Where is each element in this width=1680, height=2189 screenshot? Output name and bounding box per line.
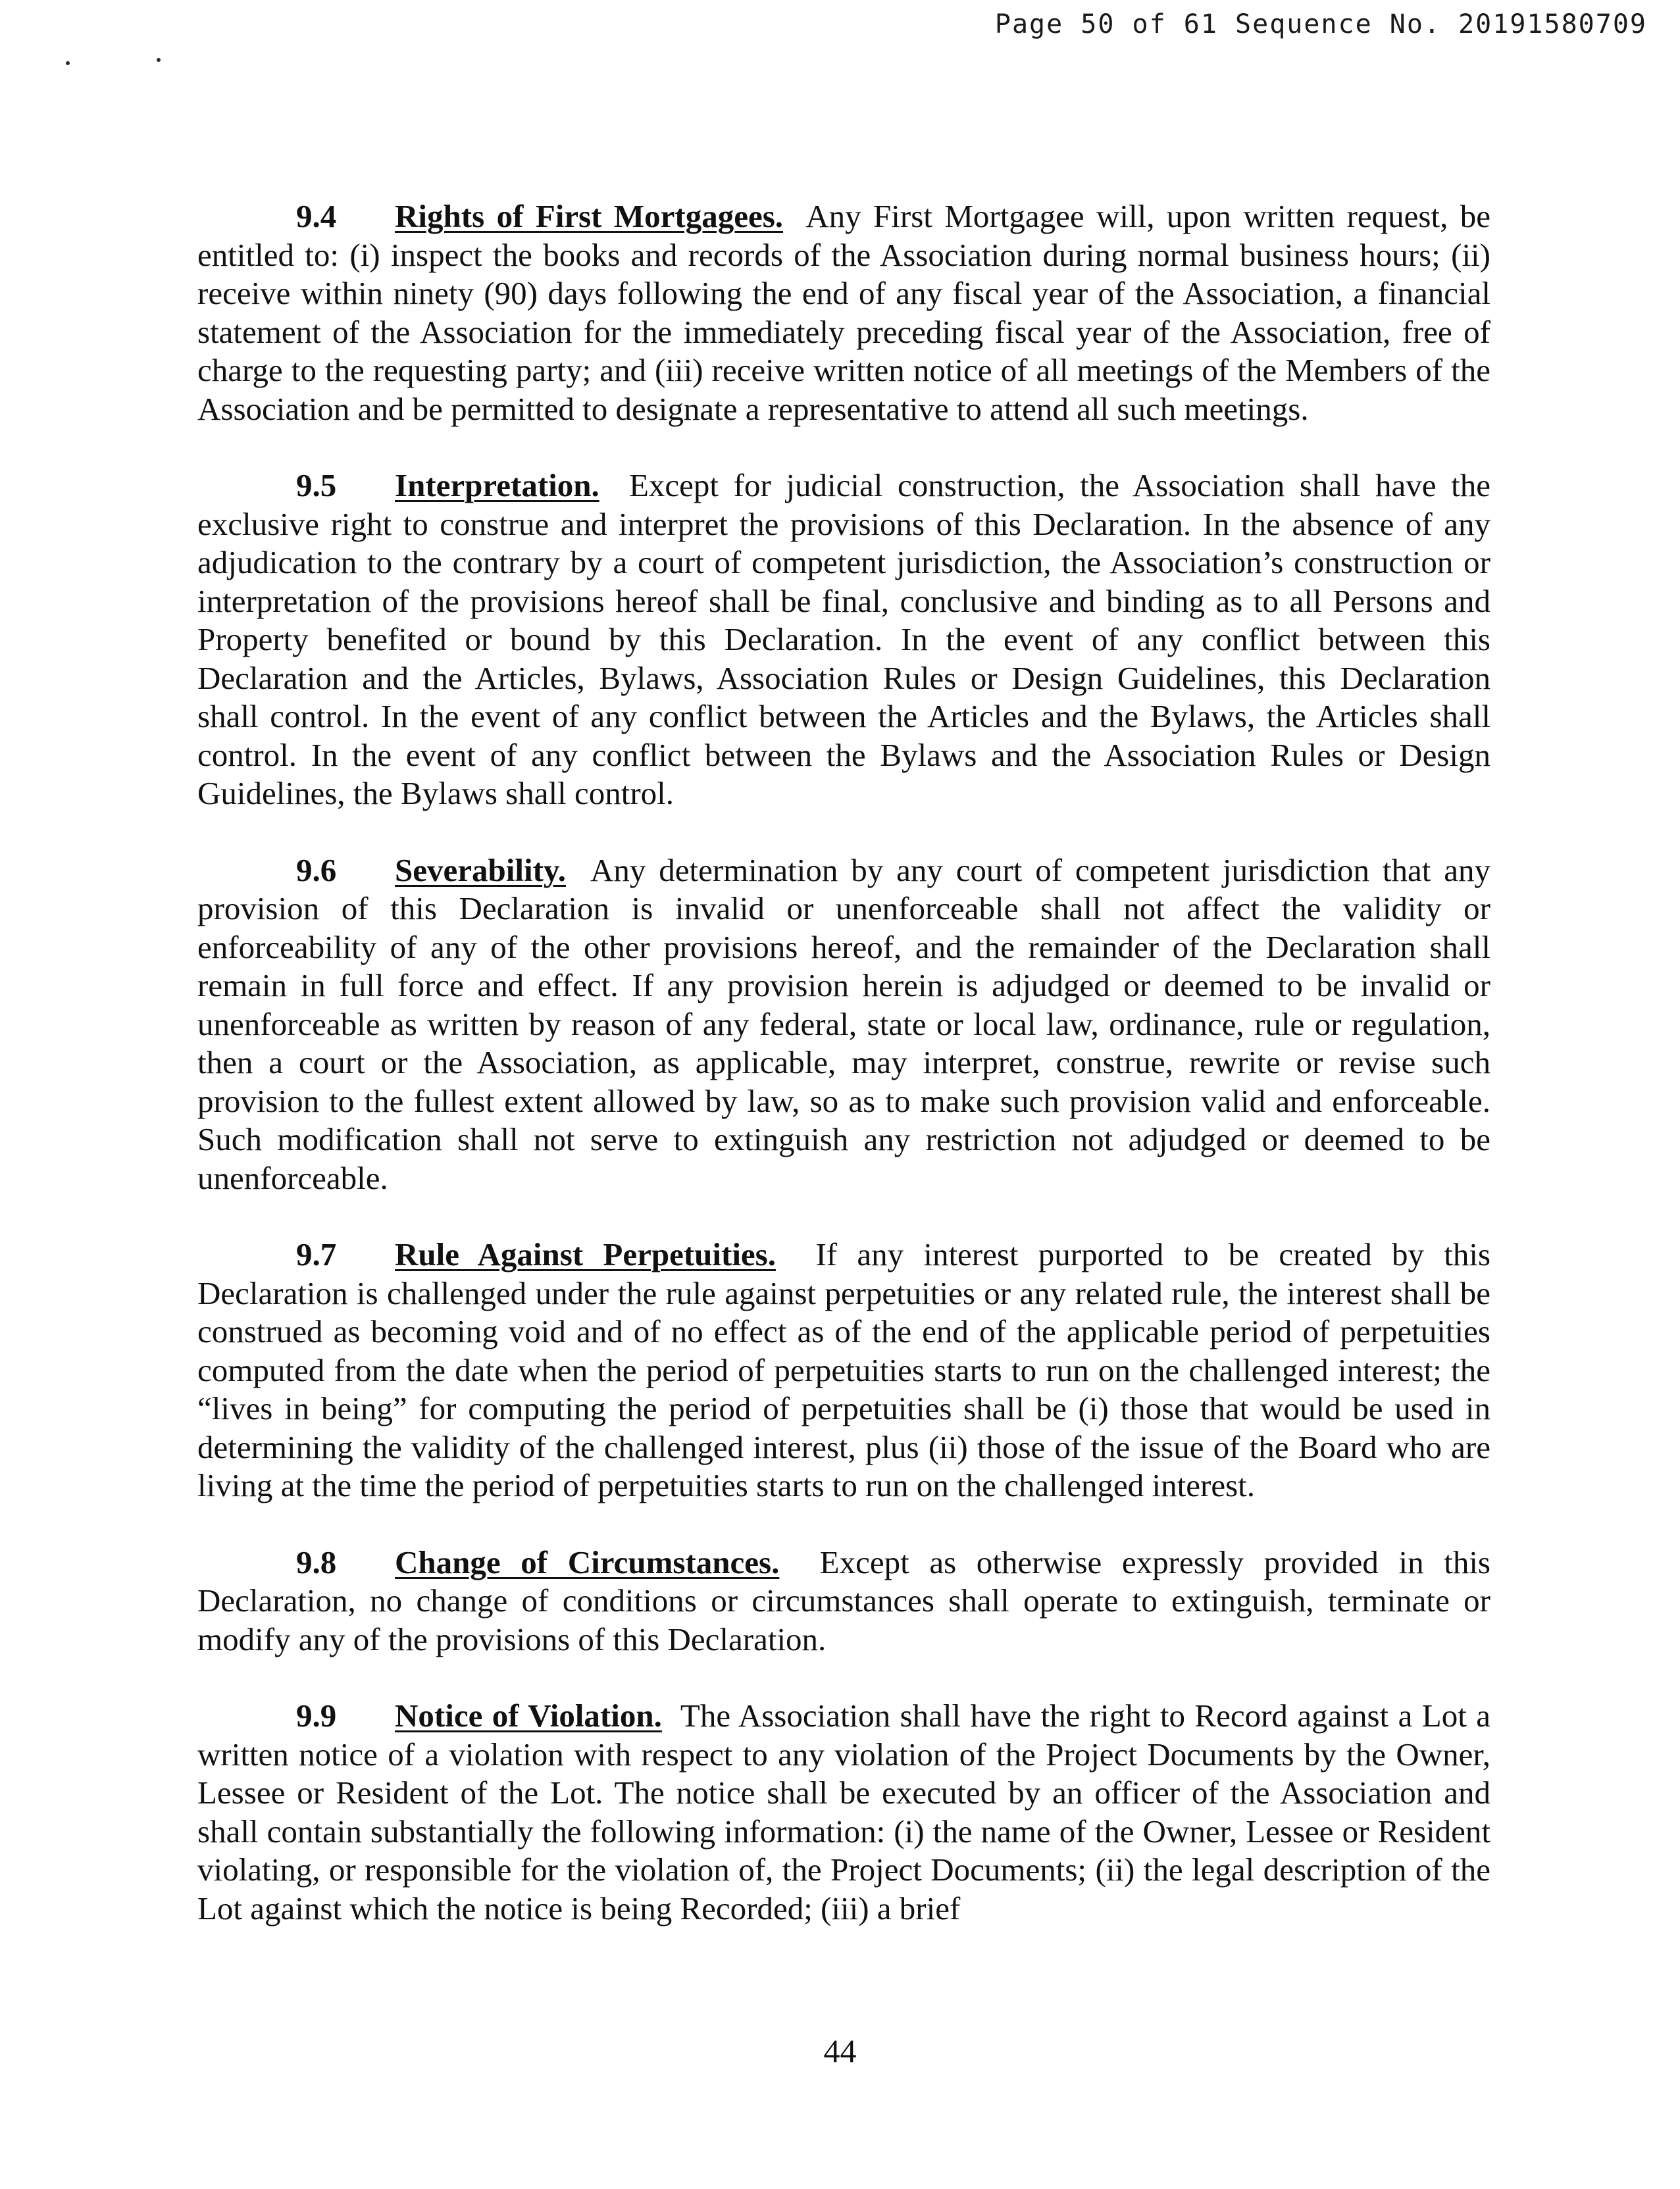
page-sequence-header: Page 50 of 61 Sequence No. 20191580709 bbox=[994, 9, 1647, 39]
section-text: Any determination by any court of competent jurisdiction that any provision of this Declaration is invalid or unenforceable shall not affect the validity or enforceability of any of the other provisions hereof, and the remainder of the Declaration shall remain in full force and effect. If any provision herein is adjudged or deemed to be invalid or unenforceable as written by reason of any federal, state or local law, ordinance, rule or regulation, then a court or the Association, as applicable, may interpret, construe, rewrite or revise such provision to the fullest extent allowed by law, so as to make such provision valid and enforceable. Such modification shall not serve to extinguish any restriction not adjudged or deemed to be unenforceable. bbox=[197, 851, 1490, 1196]
page-number: 44 bbox=[823, 2032, 857, 2069]
scan-speck bbox=[66, 61, 70, 65]
section-heading: Rule Against Perpetuities. bbox=[395, 1236, 776, 1272]
section-number: 9.8 bbox=[296, 1544, 337, 1580]
section-heading: Notice of Violation. bbox=[395, 1698, 662, 1734]
section-text: The Association shall have the right to Record against a Lot a written notice of a violation with respect to any violation of the Project Documents by the Owner, Lessee or Resident of the Lot. The notice shall be executed by an officer of the Association and shall contain substantially the following information: (i) the name of the Owner, Lessee or Resident violating, or responsible for the violation of, the Project Documents; (ii) the legal description of the Lot against which the notice is being Recorded; (iii) a brief bbox=[197, 1698, 1491, 1926]
section-text: Except for judicial construction, the Association shall have the exclusive right to construe and interpret the provisions of this Declaration. In the absence of any adjudication to the contrary by a court of competent jurisdiction, the Association’s construction or interpretation of the provisions hereof shall be final, conclusive and binding as to all Persons and Property benefited or bound by this Declaration. In the event of any conflict between this Declaration and the Articles, Bylaws, Association Rules or Design Guidelines, this Declaration shall control. In the event of any conflict between the Articles and the Bylaws, the Articles shall control. In the event of any conflict between the Bylaws and the Association Rules or Design Guidelines, the Bylaws shall control. bbox=[197, 467, 1491, 811]
section-9-4 bbox=[197, 197, 1490, 428]
section-text: If any interest purported to be created by this Declaration is challenged under the rule against perpetuities or any related rule, the interest shall be construed as becoming void and of no effect as of the end of the applicable period of perpetuities computed from the date when the period of perpetuities starts to run on the challenged interest; the “lives in being” for computing the period of perpetuities shall be (i) those that would be used in determining the validity of the challenged interest, plus (ii) those of the issue of the Board who are living at the time the period of perpetuities starts to run on the challenged interest. bbox=[197, 1236, 1491, 1503]
section-9-5 bbox=[197, 466, 1490, 813]
section-9-7 bbox=[197, 1236, 1490, 1505]
section-9-6 bbox=[197, 851, 1490, 1198]
scan-speck bbox=[157, 58, 161, 62]
section-number: 9.4 bbox=[296, 198, 337, 234]
section-heading: Change of Circumstances. bbox=[395, 1544, 780, 1580]
section-9-9 bbox=[197, 1697, 1490, 1928]
section-number: 9.5 bbox=[296, 467, 337, 503]
section-number: 9.9 bbox=[296, 1698, 337, 1734]
section-number: 9.6 bbox=[296, 851, 337, 888]
section-heading: Rights of First Mortgagees. bbox=[395, 198, 784, 234]
section-text: Except as otherwise expressly provided in this Declaration, no change of conditions or circumstances shall operate to extinguish, terminate or modify any of the provisions of this Declaration. bbox=[197, 1544, 1491, 1657]
section-text: Any First Mortgagee will, upon written request, be entitled to: (i) inspect the books and records of the Association during normal business hours; (ii) receive within ninety (90) days following the end of any fiscal year of the Association, a financial statement of the Association for the immediately preceding fiscal year of the Association, free of charge to the requesting party; and (iii) receive written notice of all meetings of the Members of the Association and be permitted to designate a representative to attend all such meetings. bbox=[197, 198, 1491, 427]
section-heading: Interpretation. bbox=[395, 467, 599, 503]
section-9-8 bbox=[197, 1544, 1490, 1659]
section-heading: Severability. bbox=[395, 851, 566, 888]
document-body bbox=[197, 197, 1490, 1966]
section-number: 9.7 bbox=[296, 1236, 337, 1272]
